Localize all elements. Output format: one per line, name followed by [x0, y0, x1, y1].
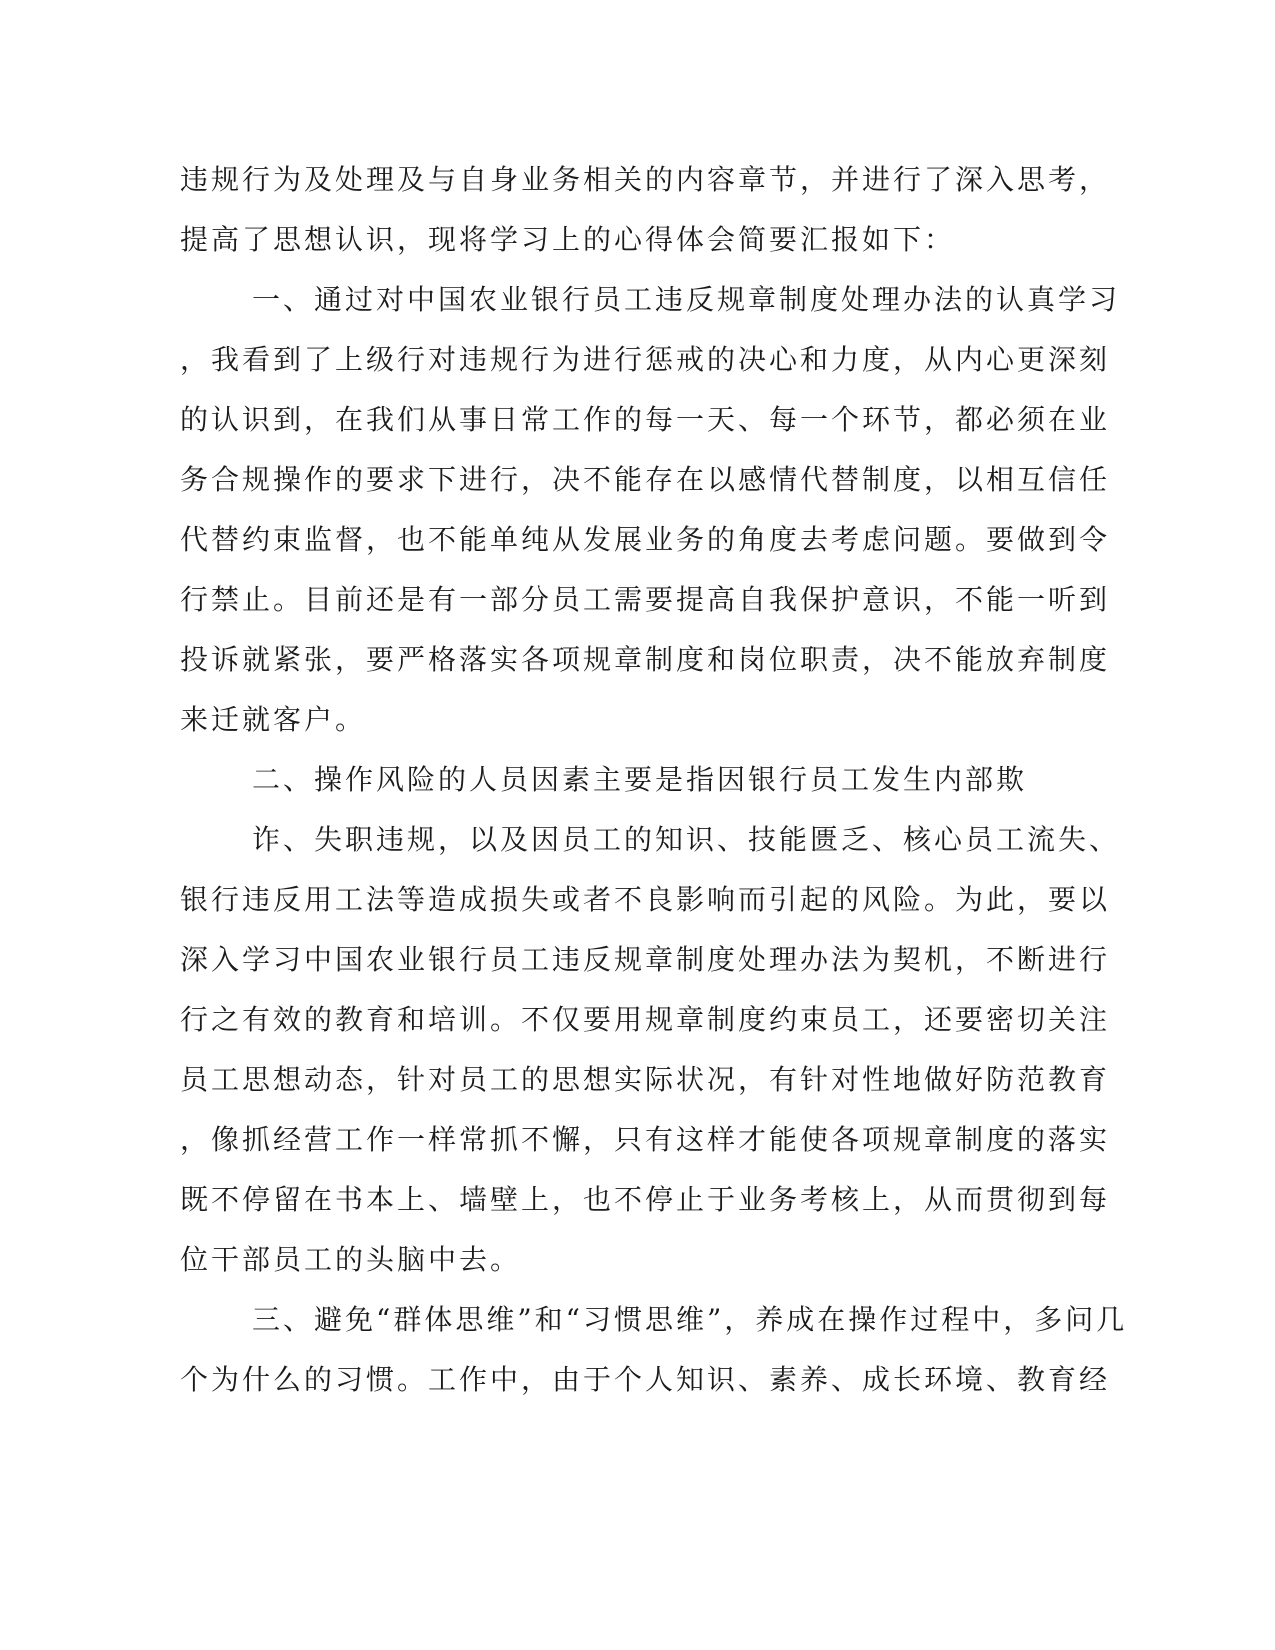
text-line: 代替约束监督，也不能单纯从发展业务的角度去考虑问题。要做到令 — [180, 523, 1111, 556]
text-line: 违规行为及处理及与自身业务相关的内容章节，并进行了深入思考， — [180, 163, 1111, 196]
text-line: 既不停留在书本上、墙壁上，也不停止于业务考核上，从而贯彻到每 — [180, 1183, 1111, 1216]
text-line: 来迁就客户。 — [180, 703, 367, 736]
text-line: 位干部员工的头脑中去。 — [180, 1243, 522, 1276]
text-line: 员工思想动态，针对员工的思想实际状况，有针对性地做好防范教育 — [180, 1063, 1111, 1096]
text-line: 提高了思想认识，现将学习上的心得体会简要汇报如下： — [180, 223, 956, 256]
paragraph-heading-3: 三、避免“群体思维”和“习惯思维”，养成在操作过程中，多问几 — [252, 1303, 1128, 1336]
text-line: 务合规操作的要求下进行，决不能存在以感情代替制度，以相互信任 — [180, 463, 1111, 496]
text-line: 投诉就紧张，要严格落实各项规章制度和岗位职责，决不能放弃制度 — [180, 643, 1111, 676]
text-line: 行禁止。目前还是有一部分员工需要提高自我保护意识，不能一听到 — [180, 583, 1111, 616]
text-line: ，我看到了上级行对违规行为进行惩戒的决心和力度，从内心更深刻 — [180, 343, 1111, 376]
text-line: 诈、失职违规，以及因员工的知识、技能匮乏、核心员工流失、 — [252, 823, 1121, 856]
text-line: ，像抓经营工作一样常抓不懈，只有这样才能使各项规章制度的落实 — [180, 1123, 1111, 1156]
text-line: 的认识到，在我们从事日常工作的每一天、每一个环节，都必须在业 — [180, 403, 1111, 436]
text-line: 深入学习中国农业银行员工违反规章制度处理办法为契机，不断进行 — [180, 943, 1111, 976]
text-line: 行之有效的教育和培训。不仅要用规章制度约束员工，还要密切关注 — [180, 1003, 1111, 1036]
text-line: 个为什么的习惯。工作中，由于个人知识、素养、成长环境、教育经 — [180, 1363, 1111, 1396]
document-body — [180, 150, 1128, 1410]
paragraph-heading-2: 二、操作风险的人员因素主要是指因银行员工发生内部欺 — [252, 763, 1028, 796]
paragraph-heading-1: 一、通过对中国农业银行员工违反规章制度处理办法的认真学习 — [252, 283, 1121, 316]
text-line: 银行违反用工法等造成损失或者不良影响而引起的风险。为此，要以 — [180, 883, 1111, 916]
